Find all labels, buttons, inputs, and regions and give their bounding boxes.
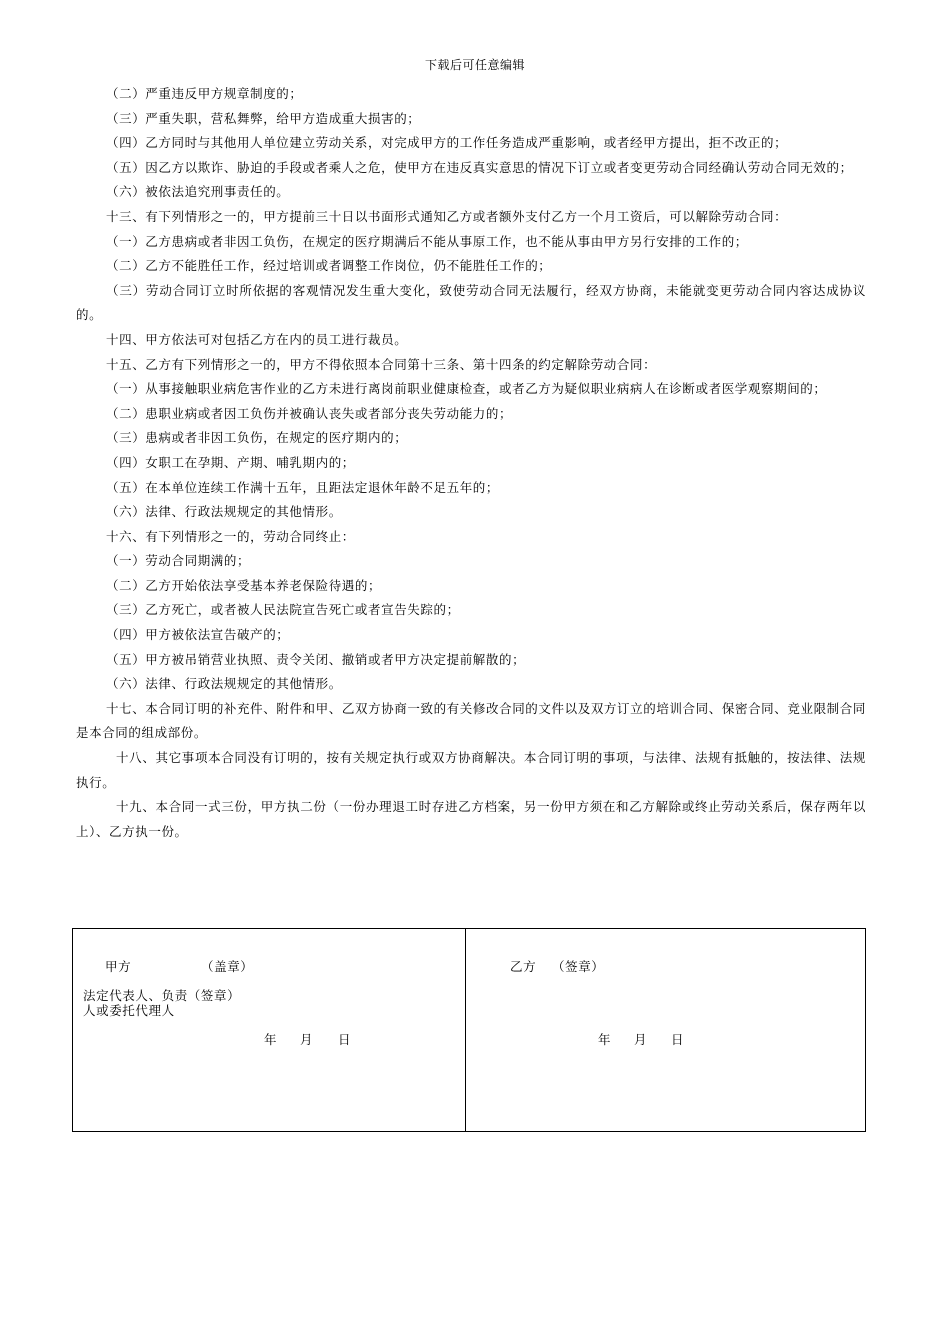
- contract-paragraph: （三）严重失职，营私舞弊，给甲方造成重大损害的；: [106, 110, 421, 126]
- signature-table: [72, 928, 866, 1132]
- contract-paragraph: 十三、有下列情形之一的，甲方提前三十日以书面形式通知乙方或者额外支付乙方一个月工资后，可以解除劳动合同：: [106, 208, 788, 224]
- contract-paragraph: 十九、本合同一式三份，甲方执二份（一份办理退工时存进乙方档案，另一份甲方须在和乙方解除或终止劳动关系后，保存两年以上）、乙方执一份。: [76, 799, 866, 839]
- contract-paragraph: （五）甲方被吊销营业执照、责令关闭、撤销或者甲方决定提前解散的；: [106, 651, 526, 667]
- party-a-label: 甲方: [105, 959, 132, 974]
- party-a-year: 年: [264, 1032, 278, 1047]
- party-a-rep-line1: 法定代表人、负责（签章）: [83, 988, 241, 1003]
- party-b-sign: （签章）: [552, 959, 605, 974]
- contract-paragraph: （四）乙方同时与其他用人单位建立劳动关系，对完成甲方的工作任务造成严重影响，或者经甲方提出，拒不改正的；: [106, 135, 788, 151]
- contract-paragraph: （二）乙方不能胜任工作，经过培训或者调整工作岗位，仍不能胜任工作的；: [106, 258, 552, 274]
- contract-paragraph: （五）因乙方以欺诈、胁迫的手段或者乘人之危，使甲方在违反真实意思的情况下订立或者变更劳动合同经确认劳动合同无效的；: [106, 159, 853, 175]
- contract-paragraph: 十七、本合同订明的补充件、附件和甲、乙双方协商一致的有关修改合同的文件以及双方订立的培训合同、保密合同、竞业限制合同是本合同的组成部份。: [76, 700, 866, 741]
- party-b-cell: [466, 929, 865, 1131]
- party-a-cell: [73, 929, 466, 1131]
- contract-paragraph: （六）法律、行政法规规定的其他情形。: [106, 676, 342, 692]
- contract-paragraph: （六）法律、行政法规规定的其他情形。: [106, 504, 342, 520]
- contract-paragraph: （二）患职业病或者因工负伤并被确认丧失或者部分丧失劳动能力的；: [106, 405, 513, 421]
- party-b-label: 乙方: [510, 959, 537, 974]
- contract-paragraph: （四）甲方被依法宣告破产的；: [106, 627, 290, 643]
- contract-paragraph: （三）乙方死亡，或者被人民法院宣告死亡或者宣告失踪的；: [106, 602, 460, 618]
- contract-paragraph: （二）乙方开始依法享受基本养老保险待遇的；: [106, 577, 382, 593]
- contract-paragraph: （一）从事接触职业病危害作业的乙方未进行离岗前职业健康检查，或者乙方为疑似职业病病人在诊断或者医学观察期间的；: [106, 381, 827, 397]
- page-header: 下载后可任意编辑: [424, 58, 525, 72]
- party-b-day: 日: [671, 1032, 685, 1047]
- party-a-seal: （盖章）: [201, 959, 254, 974]
- contract-paragraph: 十五、乙方有下列情形之一的，甲方不得依照本合同第十三条、第十四条的约定解除劳动合同：: [106, 356, 657, 372]
- contract-paragraph: （五）在本单位连续工作满十五年，且距法定退休年龄不足五年的；: [106, 479, 500, 495]
- contract-paragraph: （一）乙方患病或者非因工负伤，在规定的医疗期满后不能从事原工作，也不能从事由甲方另行安排的工作的；: [106, 233, 748, 249]
- party-b-year: 年: [598, 1032, 612, 1047]
- contract-paragraph: （二）严重违反甲方规章制度的；: [106, 86, 303, 101]
- contract-paragraph: （四）女职工在孕期、产期、哺乳期内的；: [106, 454, 355, 470]
- party-a-rep-line2: 人或委托代理人: [83, 1003, 175, 1018]
- party-a-month: 月: [300, 1032, 314, 1047]
- contract-body: [76, 82, 866, 844]
- contract-paragraph: （六）被依法追究刑事责任的。: [106, 184, 290, 200]
- contract-paragraph: （三）患病或者非因工负伤，在规定的医疗期内的；: [106, 430, 408, 446]
- party-b-month: 月: [634, 1032, 648, 1047]
- party-a-day: 日: [338, 1032, 352, 1047]
- contract-paragraph: （一）劳动合同期满的；: [106, 553, 251, 569]
- contract-paragraph: 十六、有下列情形之一的，劳动合同终止：: [106, 528, 355, 544]
- contract-paragraph: （三）劳动合同订立时所依据的客观情况发生重大变化，致使劳动合同无法履行，经双方协商，未能就变更劳动合同内容达成协议的。: [76, 282, 866, 323]
- contract-paragraph: 十八、其它事项本合同没有订明的，按有关规定执行或双方协商解决。本合同订明的事项，与法律、法规有抵触的，按法律、法规执行。: [76, 750, 866, 790]
- contract-paragraph: 十四、甲方依法可对包括乙方在内的员工进行裁员。: [106, 331, 408, 347]
